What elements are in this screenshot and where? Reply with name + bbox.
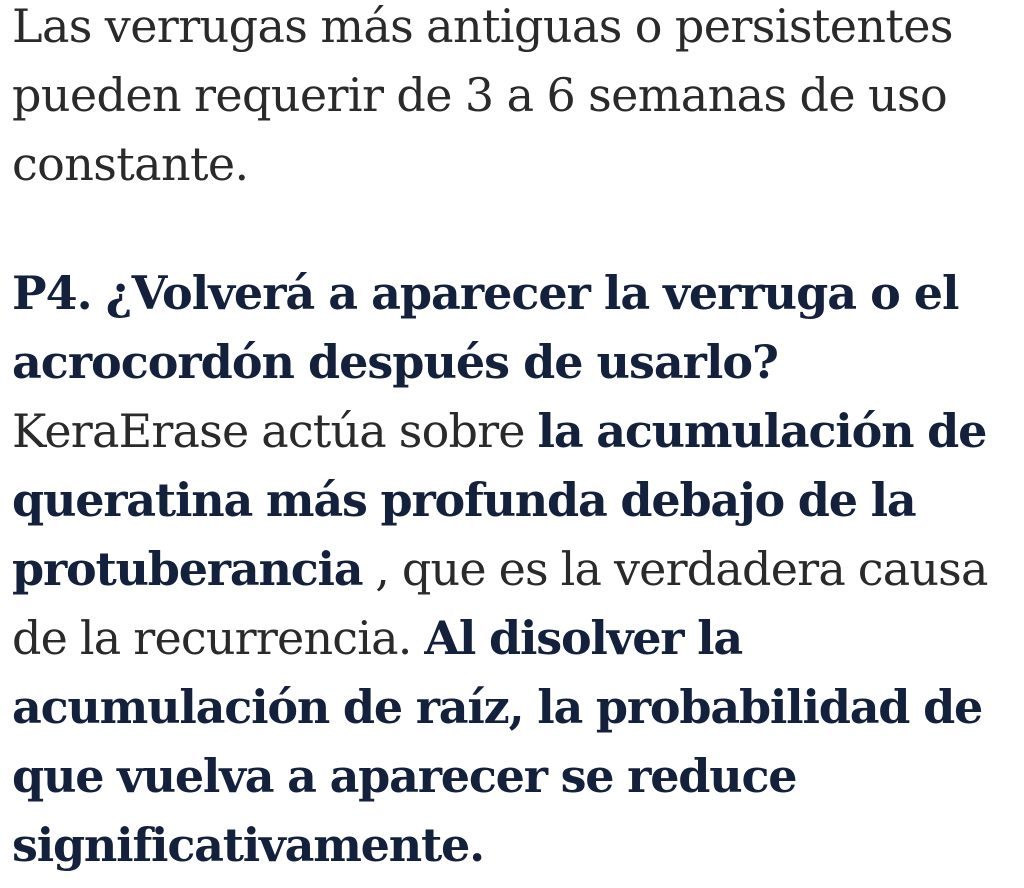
intro-paragraph: Las verrugas más antiguas o persistentes pueden requerir de 3 a 6 semanas de uso constante.	[12, 0, 953, 191]
answer-emphasis-conclusion: Al disolver la acumulación de raíz, la probabilidad de que vuelva a aparecer se reduce significativamente.	[12, 611, 983, 872]
faq-answer-paragraph	[12, 397, 1018, 880]
answer-text-intro: KeraErase actúa sobre	[12, 404, 538, 458]
faq-question-heading: P4. ¿Volverá a aparecer la verruga o el acrocordón después de usarlo?	[12, 266, 959, 389]
answer-emphasis-keratin: la acumulación de queratina más profunda debajo de la protuberancia	[12, 404, 987, 596]
article-content	[12, 0, 1018, 880]
answer-text-cause: , que es la verdadera causa de la recurrencia.	[12, 542, 988, 665]
